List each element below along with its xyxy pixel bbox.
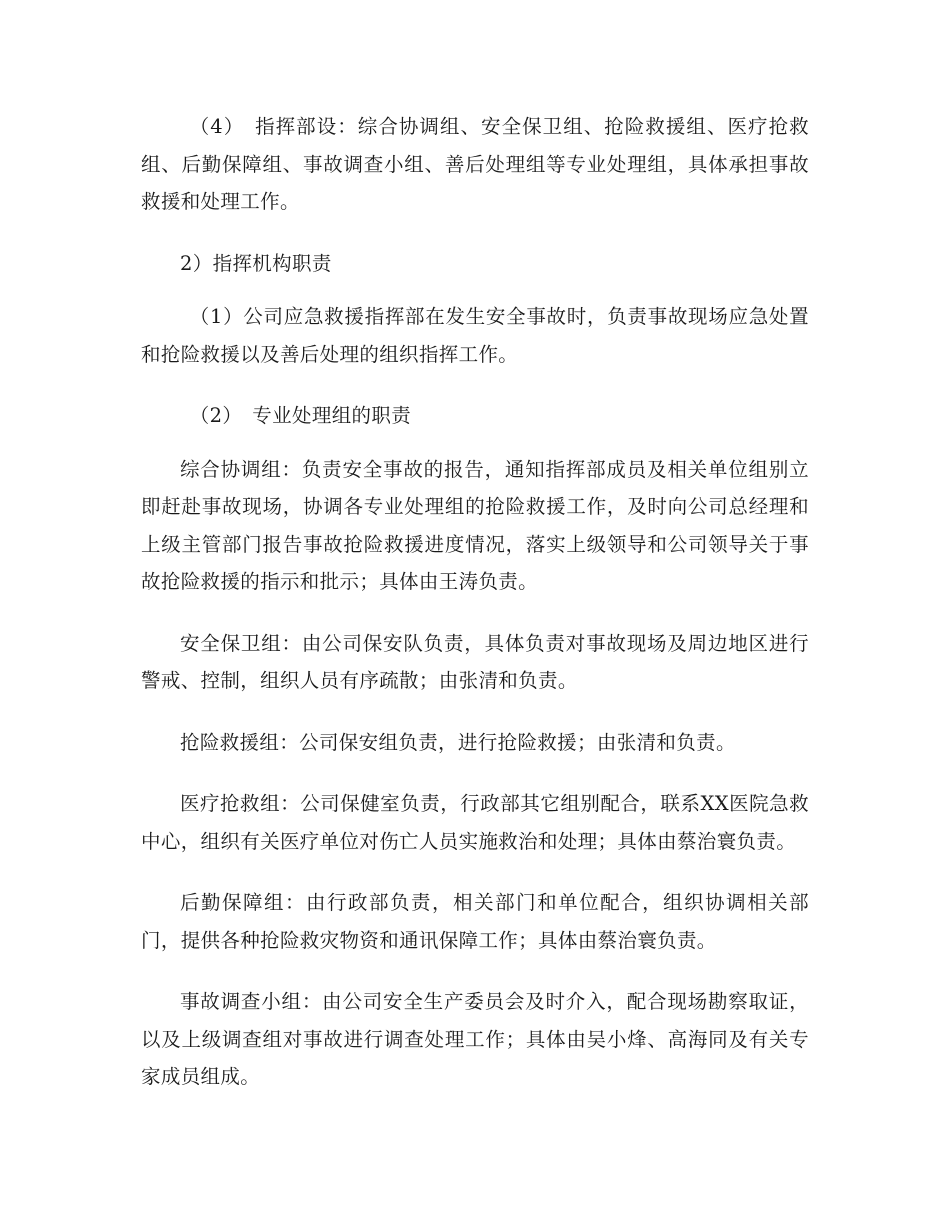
paragraph-investigation-group: 事故调查小组：由公司安全生产委员会及时介入，配合现场勘察取证，以及上级调查组对事故进行调查处理工作；具体由吴小烽、高海同及有关专家成员组成。	[141, 990, 809, 1088]
paragraph-logistics-group: 后勤保障组：由行政部负责，相关部门和单位配合，组织协调相关部门，提供各种抢险救灾物资和通讯保障工作；具体由蔡治寰负责。	[141, 891, 809, 952]
document-body	[141, 108, 809, 1120]
paragraph-coordination-group: 综合协调组：负责安全事故的报告，通知指挥部成员及相关单位组别立即赶赴事故现场，协调各专业处理组的抢险救援工作，及时向公司总经理和上级主管部门报告事故抢险救援进度情况，落实上级领导和公司领导关于事故抢险救援的指示和批示；具体由王涛负责。	[141, 457, 809, 593]
paragraph-command-setup: （4） 指挥部设：综合协调组、安全保卫组、抢险救援组、医疗抢救组、后勤保障组、事故调查小组、善后处理组等专业处理组，具体承担事故救援和处理工作。	[141, 115, 809, 213]
subheading-professional-groups: （2） 专业处理组的职责	[189, 404, 412, 427]
paragraph-command-responsibility: （1）公司应急救援指挥部在发生安全事故时，负责事故现场应急处置和抢险救援以及善后处理的组织指挥工作。	[141, 305, 809, 366]
paragraph-rescue-group: 抢险救援组：公司保安组负责，进行抢险救援；由张清和负责。	[180, 730, 736, 754]
paragraph-medical-group: 医疗抢救组：公司保健室负责，行政部其它组别配合，联系XX医院急救中心，组织有关医疗单位对伤亡人员实施救治和处理；具体由蔡治寰负责。	[141, 792, 809, 853]
paragraph-security-group: 安全保卫组：由公司保安队负责，具体负责对事故现场及周边地区进行警戒、控制，组织人员有序疏散；由张清和负责。	[141, 631, 809, 692]
section-heading-command-duties: 2）指挥机构职责	[180, 251, 332, 275]
